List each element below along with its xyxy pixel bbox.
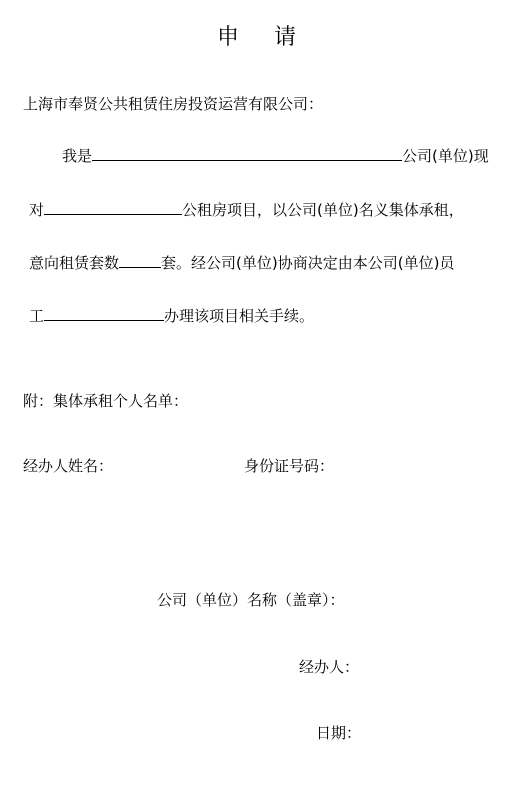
addressee: 上海市奉贤公共租赁住房投资运营有限公司： [23, 95, 324, 113]
line4-prefix: 工 [29, 307, 45, 325]
unit-count-blank[interactable] [119, 251, 161, 268]
handler-signature-label: 经办人： [299, 658, 360, 676]
project-name-blank[interactable] [44, 198, 182, 215]
body-line-3 [29, 251, 454, 273]
line2-prefix: 对 [29, 201, 45, 219]
line3-suffix: 套。经公司(单位)协商决定由本公司(单位)员 [161, 254, 455, 272]
body-line-1 [62, 144, 489, 166]
handler-name-label: 经办人姓名： [23, 457, 114, 475]
line3-prefix: 意向租赁套数 [29, 254, 120, 272]
page-title: 申 请 [217, 25, 310, 50]
attachment-label: 附：集体承租个人名单： [23, 392, 189, 410]
company-seal-label: 公司（单位）名称（盖章）： [157, 591, 345, 609]
line1-suffix: 公司(单位)现 [402, 147, 489, 165]
line4-suffix: 办理该项目相关手续。 [164, 307, 315, 325]
line1-prefix: 我是 [62, 147, 93, 165]
date-label: 日期： [316, 724, 362, 742]
id-number-label: 身份证号码： [244, 457, 335, 475]
employee-name-blank[interactable] [44, 304, 164, 321]
line2-suffix: 公租房项目，以公司(单位)名义集体承租， [182, 201, 464, 219]
body-line-4 [29, 304, 314, 326]
body-line-2 [29, 198, 464, 220]
company-name-blank[interactable] [92, 144, 402, 161]
